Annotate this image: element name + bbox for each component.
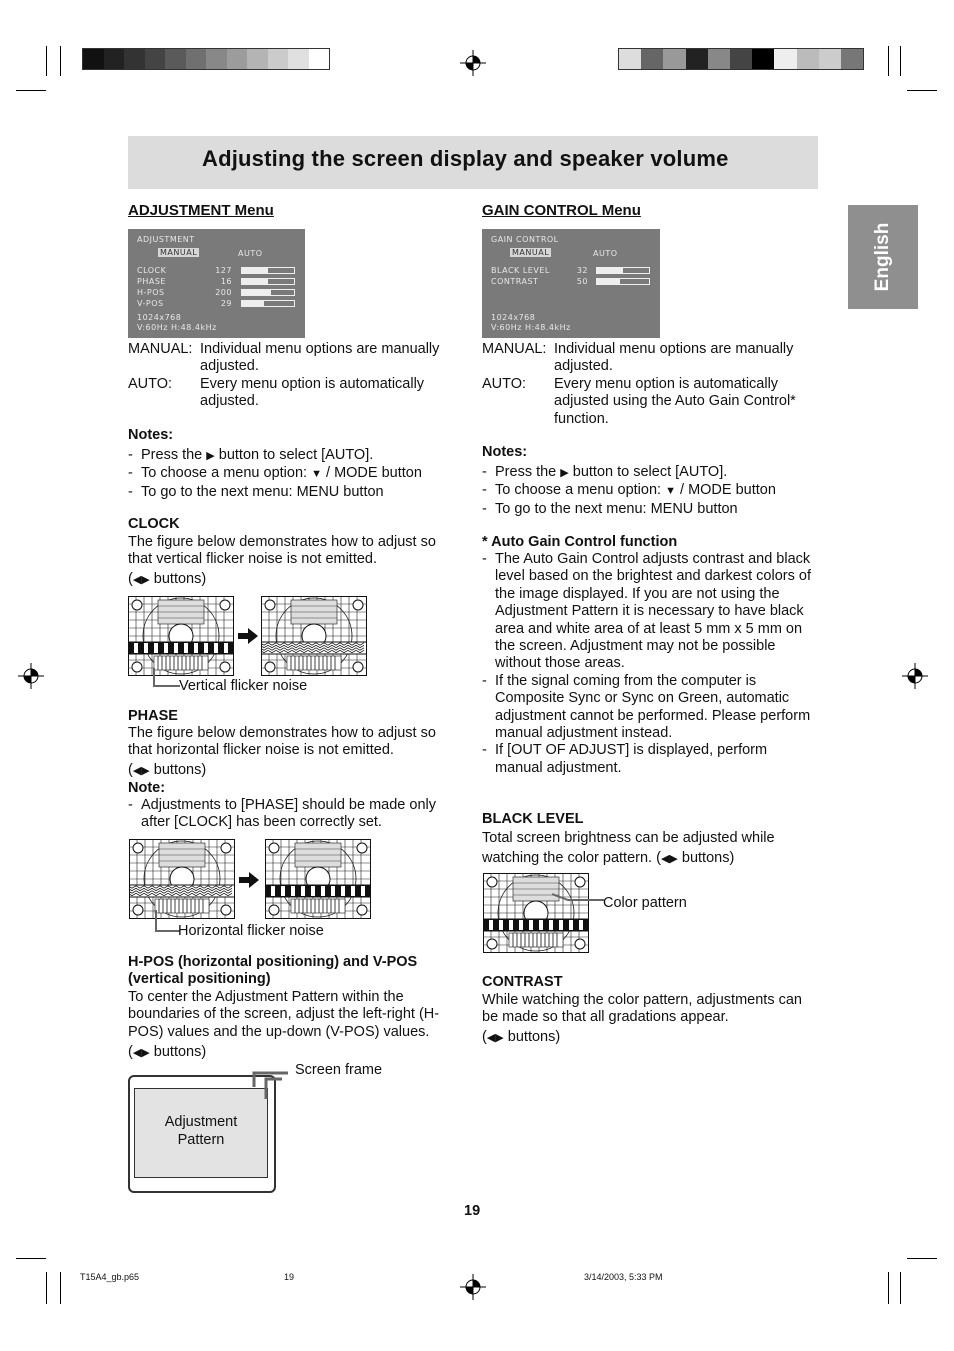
osd-level-bar (241, 300, 295, 307)
osd-level-bar (596, 278, 650, 285)
notes-list (482, 464, 816, 518)
list-item: - To go to the next menu: MENU button (128, 484, 448, 501)
clock-heading: CLOCK (128, 516, 180, 532)
vertical-noise-caption: Vertical flicker noise (179, 678, 308, 694)
osd-item-label: PHASE (137, 277, 166, 286)
osd-manual: MANUAL (512, 248, 550, 257)
page-number: 19 (464, 1203, 481, 1219)
page-title: Adjusting the screen display and speaker volume (202, 146, 729, 171)
def-term: AUTO: (128, 375, 173, 392)
contrast-text: While watching the color pattern, adjustments can be made so that all gradations appear. (482, 992, 802, 1026)
color-pattern-caption: Color pattern (603, 895, 687, 911)
registration-target-icon (902, 663, 928, 689)
left-right-triangle-icon: ◀▶ (132, 1047, 150, 1059)
gray-scale-bar-left (82, 48, 330, 70)
left-right-triangle-icon: ◀▶ (486, 1032, 504, 1044)
def-term: AUTO: (482, 375, 527, 392)
notes-label: Notes: (128, 427, 174, 443)
osd-manual: MANUAL (160, 248, 198, 257)
osd-resolution: 1024x768 (491, 313, 536, 322)
callout-line (152, 910, 180, 932)
test-pattern-image (483, 873, 589, 953)
osd-item-label: CONTRAST (491, 277, 539, 286)
down-triangle-icon: ▼ (311, 468, 322, 481)
def-desc: Every menu option is automatically adjusted using the Auto Gain Control* function. (554, 375, 796, 427)
callout-line (552, 890, 604, 906)
list-item: - The Auto Gain Control adjusts contrast and black level based on the brightest and darkest colors of the image displayed. If you are not using the Adjustment Pattern it is necessary to have black area and white area of at least 5 mm x 5 mm on the screen. Adjustment may not be possible without those areas. (482, 551, 818, 673)
list-item: - Adjustments to [PHASE] should be made only after [CLOCK] has been correctly set. (128, 797, 448, 832)
osd-item-value: 200 (215, 288, 232, 297)
osd-level-bar (241, 278, 295, 285)
black-level-text: Total screen brightness can be adjusted while watching the color pattern. (◀▶ buttons) (482, 830, 775, 866)
horizontal-noise-caption: Horizontal flicker noise (178, 923, 324, 939)
screen-frame-label: Screen frame (295, 1062, 383, 1078)
hpos-text: To center the Adjustment Pattern within the boundaries of the screen, adjust the left-right (H-POS) values and the up-down (V-POS) values. (128, 989, 440, 1040)
osd-item-value: 16 (220, 277, 232, 286)
gain-definitions (482, 341, 816, 428)
osd-item-value: 32 (576, 266, 588, 275)
def-desc: Individual menu options are manually adjusted. (554, 341, 794, 375)
phase-heading: PHASE (128, 708, 178, 724)
arrow-right-icon (238, 628, 258, 644)
gain-control-heading: GAIN CONTROL Menu (482, 202, 641, 219)
osd-item-label: V-POS (137, 299, 164, 308)
osd-frequency: V:60Hz H:48.4kHz (491, 323, 571, 332)
test-pattern-image (265, 839, 371, 919)
gain-control-osd (482, 229, 660, 338)
title-band (128, 136, 818, 189)
def-desc: Every menu option is automatically adjusted. (200, 375, 425, 410)
list-item: - Press the ▶ button to select [AUTO]. (482, 464, 816, 482)
osd-level-bar (596, 267, 650, 274)
osd-title: ADJUSTMENT (137, 235, 195, 244)
hpos-buttons: (◀▶ buttons) (128, 1044, 207, 1060)
left-right-triangle-icon: ◀▶ (132, 765, 150, 777)
list-item: - To choose a menu option: ▼ / MODE button (482, 482, 816, 500)
notes-label: Notes: (482, 444, 528, 460)
notes-list (128, 447, 448, 501)
agc-heading: * Auto Gain Control function (482, 534, 678, 550)
pattern-label: Pattern (177, 1132, 225, 1148)
footer-datetime: 3/14/2003, 5:33 PM (584, 1272, 663, 1282)
def-term: MANUAL: (482, 341, 547, 357)
test-pattern-image (128, 596, 234, 676)
phase-note-list (128, 797, 448, 832)
clock-text: The figure below demonstrates how to adjust so that vertical flicker noise is not emitted. (128, 534, 436, 568)
registration-target-icon (460, 50, 486, 76)
osd-auto: AUTO (593, 249, 618, 258)
black-level-heading: BLACK LEVEL (482, 811, 584, 827)
list-item: - If [OUT OF ADJUST] is displayed, perform manual adjustment. (482, 742, 818, 777)
adjustment-osd (128, 229, 305, 338)
def-term: MANUAL: (128, 341, 193, 357)
callout-bracket (252, 1065, 296, 1103)
agc-list (482, 551, 818, 777)
left-right-triangle-icon: ◀▶ (132, 574, 150, 586)
down-triangle-icon: ▼ (665, 485, 676, 498)
test-pattern-image (261, 596, 367, 676)
footer-page: 19 (284, 1272, 295, 1282)
osd-item-value: 50 (576, 277, 588, 286)
osd-level-bar (241, 289, 295, 296)
list-item: - To choose a menu option: ▼ / MODE button (128, 465, 448, 483)
test-pattern-image (129, 839, 235, 919)
list-item: - Press the ▶ button to select [AUTO]. (128, 447, 448, 465)
contrast-heading: CONTRAST (482, 974, 563, 990)
registration-target-icon (460, 1274, 486, 1300)
hpos-heading: H-POS (horizontal positioning) and V-POS (vertical positioning) (128, 954, 418, 988)
def-desc: Individual menu options are manually adjusted. (200, 341, 440, 375)
osd-title: GAIN CONTROL (491, 235, 559, 244)
osd-level-bar (241, 267, 295, 274)
clock-buttons: (◀▶ buttons) (128, 571, 207, 587)
language-tab (848, 205, 918, 309)
registration-target-icon (18, 663, 44, 689)
callout-line (150, 668, 180, 690)
right-triangle-icon: ▶ (206, 450, 215, 462)
osd-item-label: H-POS (137, 288, 165, 297)
gray-scale-bar-right (618, 48, 864, 70)
adjustment-definitions (128, 341, 448, 411)
footer-file: T15A4_gb.p65 (80, 1272, 140, 1282)
phase-text: The figure below demonstrates how to adjust so that horizontal flicker noise is not emitted. (128, 725, 436, 759)
osd-item-label: CLOCK (137, 266, 167, 275)
osd-item-value: 127 (215, 266, 232, 275)
pattern-label: Adjustment (164, 1114, 238, 1130)
arrow-right-icon (239, 872, 259, 888)
contrast-buttons: (◀▶ buttons) (482, 1029, 561, 1045)
phase-note-label: Note: (128, 780, 166, 796)
osd-resolution: 1024x768 (137, 313, 182, 322)
list-item: - To go to the next menu: MENU button (482, 501, 816, 518)
adjustment-pattern-box (134, 1088, 268, 1178)
osd-auto: AUTO (238, 249, 263, 258)
left-right-triangle-icon: ◀▶ (660, 853, 678, 865)
phase-buttons: (◀▶ buttons) (128, 762, 207, 778)
osd-item-label: BLACK LEVEL (491, 266, 550, 275)
adjustment-menu-heading: ADJUSTMENT Menu (128, 202, 274, 219)
osd-frequency: V:60Hz H:48.4kHz (137, 323, 217, 332)
right-triangle-icon: ▶ (560, 467, 569, 479)
osd-item-value: 29 (220, 299, 232, 308)
list-item: - If the signal coming from the computer is Composite Sync or Sync on Green, automatic adjustment cannot be performed. Please perform manual adjustment instead. (482, 673, 818, 743)
language-tab-label: English (872, 222, 893, 292)
